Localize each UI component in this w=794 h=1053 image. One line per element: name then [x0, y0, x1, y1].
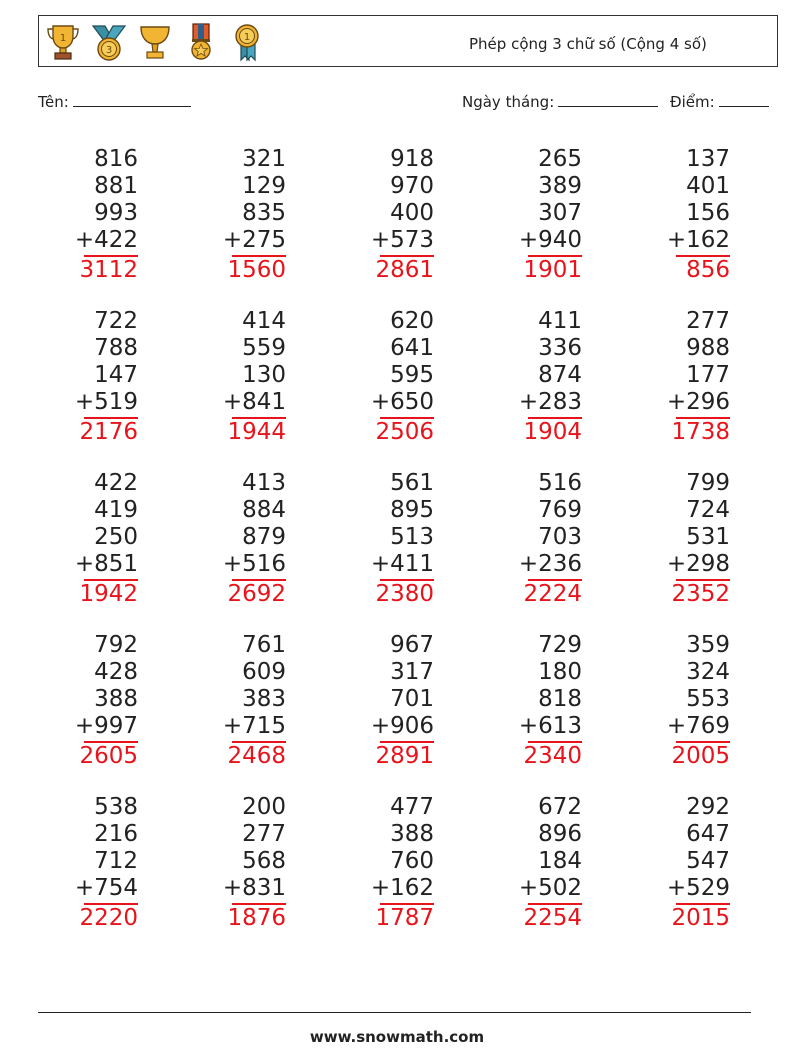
addend: +851 [74, 551, 138, 577]
footer-divider [38, 1012, 751, 1013]
answer: 2506 [375, 418, 434, 445]
addition-problem [38, 308, 138, 446]
answer: 1560 [227, 256, 286, 283]
addend: 835 [242, 200, 286, 226]
addend: +529 [666, 875, 730, 901]
addend: 553 [686, 686, 730, 712]
answer: 2224 [523, 580, 582, 607]
trophy-icon [45, 22, 81, 62]
addition-problem [186, 632, 286, 770]
date-field [462, 92, 658, 111]
addend: +754 [74, 875, 138, 901]
answer: 2468 [227, 742, 286, 769]
addend: 620 [390, 308, 434, 334]
addend: 641 [390, 335, 434, 361]
addend: 595 [390, 362, 434, 388]
addend: 993 [94, 200, 138, 226]
award-icons [45, 22, 265, 62]
answer: 2352 [671, 580, 730, 607]
addend: +275 [222, 227, 286, 253]
header-box [38, 15, 778, 67]
answer: 1904 [523, 418, 582, 445]
addition-problem [482, 470, 582, 608]
addend: 568 [242, 848, 286, 874]
date-blank[interactable] [558, 92, 658, 107]
addend: 184 [538, 848, 582, 874]
addend: 307 [538, 200, 582, 226]
addend: 879 [242, 524, 286, 550]
addition-problem [334, 794, 434, 932]
page-title: Phép cộng 3 chữ số (Cộng 4 số) [469, 35, 707, 53]
addend: 647 [686, 821, 730, 847]
addend: 722 [94, 308, 138, 334]
addend: +997 [74, 713, 138, 739]
answer: 2605 [79, 742, 138, 769]
addend: 513 [390, 524, 434, 550]
addend: 769 [538, 497, 582, 523]
footer-website: www.snowmath.com [309, 1028, 485, 1046]
addend: 359 [686, 632, 730, 658]
answer: 856 [686, 256, 730, 283]
answer: 1901 [523, 256, 582, 283]
addend: 324 [686, 659, 730, 685]
addend: +236 [518, 551, 582, 577]
addition-problem [482, 632, 582, 770]
rosette-icon [229, 22, 265, 62]
answer: 2015 [671, 904, 730, 931]
addend: 336 [538, 335, 582, 361]
addend: +411 [370, 551, 434, 577]
addend: 200 [242, 794, 286, 820]
answer: 2861 [375, 256, 434, 283]
addend: 477 [390, 794, 434, 820]
addend: 788 [94, 335, 138, 361]
addend: 816 [94, 146, 138, 172]
addend: 559 [242, 335, 286, 361]
addend: 895 [390, 497, 434, 523]
addition-problem [334, 308, 434, 446]
addend: 250 [94, 524, 138, 550]
answer: 1738 [671, 418, 730, 445]
addend: 884 [242, 497, 286, 523]
addend: +298 [666, 551, 730, 577]
addition-problem [630, 632, 730, 770]
addition-problem [186, 146, 286, 284]
addend: +573 [370, 227, 434, 253]
addend: +831 [222, 875, 286, 901]
addend: 419 [94, 497, 138, 523]
addend: 400 [390, 200, 434, 226]
addend: 321 [242, 146, 286, 172]
addend: 703 [538, 524, 582, 550]
answer: 2340 [523, 742, 582, 769]
addend: 411 [538, 308, 582, 334]
addend: 792 [94, 632, 138, 658]
addend: 317 [390, 659, 434, 685]
addend: 547 [686, 848, 730, 874]
addend: +162 [666, 227, 730, 253]
addend: +502 [518, 875, 582, 901]
answer: 1876 [227, 904, 286, 931]
addend: 609 [242, 659, 286, 685]
medal-icon [91, 22, 127, 62]
addition-problem [482, 308, 582, 446]
addition-problem [630, 308, 730, 446]
addend: 818 [538, 686, 582, 712]
addend: 970 [390, 173, 434, 199]
addend: 531 [686, 524, 730, 550]
addition-problem [186, 308, 286, 446]
svg-text:1: 1 [59, 33, 67, 44]
addend: +769 [666, 713, 730, 739]
addition-problem [38, 632, 138, 770]
addend: 428 [94, 659, 138, 685]
addend: 177 [686, 362, 730, 388]
score-blank[interactable] [719, 92, 769, 107]
svg-text:3: 3 [105, 45, 113, 56]
name-field [38, 92, 191, 111]
answer: 2692 [227, 580, 286, 607]
addend: +422 [74, 227, 138, 253]
addition-problem [334, 470, 434, 608]
addend: 712 [94, 848, 138, 874]
score-label: Điểm: [670, 93, 715, 111]
answer: 2891 [375, 742, 434, 769]
addition-problem [334, 632, 434, 770]
answer: 2254 [523, 904, 582, 931]
addend: +283 [518, 389, 582, 415]
addition-problem [482, 146, 582, 284]
addition-problem [38, 470, 138, 608]
addend: 277 [686, 308, 730, 334]
name-blank[interactable] [73, 92, 191, 107]
addend: 414 [242, 308, 286, 334]
addend: 918 [390, 146, 434, 172]
addend: 799 [686, 470, 730, 496]
addition-problem [630, 470, 730, 608]
addend: 874 [538, 362, 582, 388]
addend: +516 [222, 551, 286, 577]
svg-text:1: 1 [243, 32, 251, 43]
name-label: Tên: [38, 93, 69, 111]
addend: 881 [94, 173, 138, 199]
answer: 2380 [375, 580, 434, 607]
addend: 760 [390, 848, 434, 874]
addend: 277 [242, 821, 286, 847]
addend: 388 [94, 686, 138, 712]
answer: 3112 [79, 256, 138, 283]
addend: 729 [538, 632, 582, 658]
addend: +841 [222, 389, 286, 415]
addend: 701 [390, 686, 434, 712]
score-field [670, 92, 769, 111]
answer: 1787 [375, 904, 434, 931]
addend: 156 [686, 200, 730, 226]
addition-problem [186, 470, 286, 608]
addition-problem [630, 146, 730, 284]
addend: 130 [242, 362, 286, 388]
addend: 724 [686, 497, 730, 523]
addition-problem [482, 794, 582, 932]
addend: 216 [94, 821, 138, 847]
addend: 137 [686, 146, 730, 172]
addend: 292 [686, 794, 730, 820]
addition-problem [186, 794, 286, 932]
addend: +906 [370, 713, 434, 739]
addend: 561 [390, 470, 434, 496]
addend: +519 [74, 389, 138, 415]
addend: 413 [242, 470, 286, 496]
addend: 896 [538, 821, 582, 847]
cup-icon [137, 22, 173, 62]
answer: 1944 [227, 418, 286, 445]
addition-problem [630, 794, 730, 932]
addend: +715 [222, 713, 286, 739]
addend: 538 [94, 794, 138, 820]
answer: 2220 [79, 904, 138, 931]
answer: 2005 [671, 742, 730, 769]
addend: 516 [538, 470, 582, 496]
date-label: Ngày tháng: [462, 93, 555, 111]
addition-problem [334, 146, 434, 284]
addend: 967 [390, 632, 434, 658]
addend: 147 [94, 362, 138, 388]
addend: 129 [242, 173, 286, 199]
addend: +296 [666, 389, 730, 415]
ribbon-medal-icon [183, 22, 219, 62]
addend: 265 [538, 146, 582, 172]
addition-problem [38, 146, 138, 284]
addend: 401 [686, 173, 730, 199]
addend: +613 [518, 713, 582, 739]
addend: 180 [538, 659, 582, 685]
addend: +650 [370, 389, 434, 415]
addend: 988 [686, 335, 730, 361]
addition-problem [38, 794, 138, 932]
addend: +162 [370, 875, 434, 901]
addend: 388 [390, 821, 434, 847]
addend: 672 [538, 794, 582, 820]
addend: 761 [242, 632, 286, 658]
answer: 2176 [79, 418, 138, 445]
addend: 422 [94, 470, 138, 496]
addend: 383 [242, 686, 286, 712]
addend: +940 [518, 227, 582, 253]
addend: 389 [538, 173, 582, 199]
answer: 1942 [79, 580, 138, 607]
